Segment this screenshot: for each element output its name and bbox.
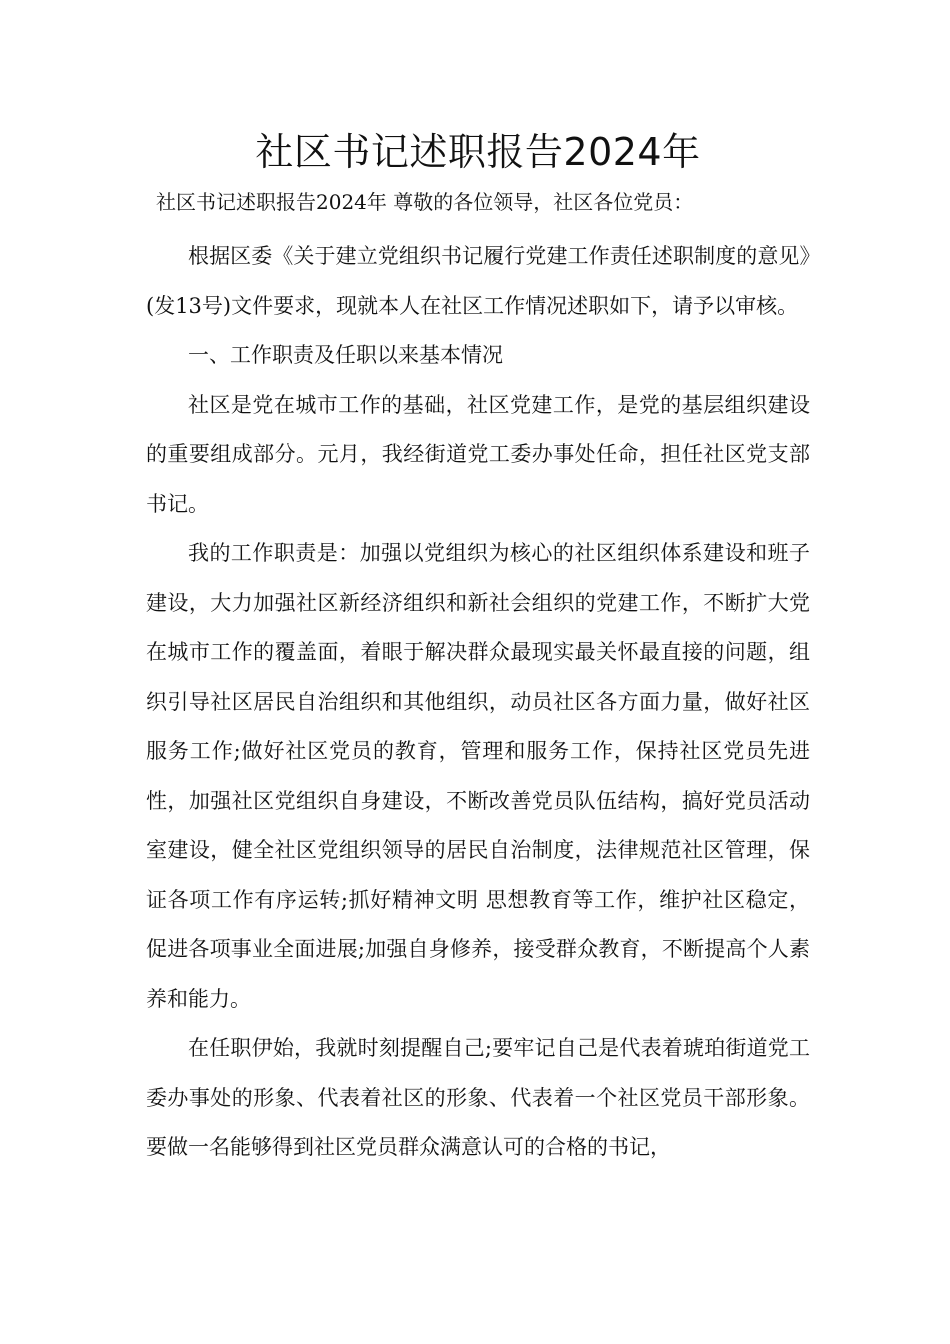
paragraph-3: 我的工作职责是：加强以党组织为核心的社区组织体系建设和班子建设，大力加强社区新经济组织和新社会组织的党建工作，不断扩大党在城市工作的覆盖面，着眼于解决群众最现实最关怀最直接的问题，组织引导社区居民自治组织和其他组织，动员社区各方面力量，做好社区服务工作;做好社区党员的教育，管理和服务工作，保持社区党员先进性，加强社区党组织自身建设，不断改善党员队伍结构，搞好党员活动室建设，健全社区党组织领导的居民自治制度，法律规范社区管理，保证各项工作有序运转;抓好精神文明 思想教育等工作，维护社区稳定，促进各项事业全面进展;加强自身修养，接受群众教育，不断提高个人素养和能力。 (146, 541, 810, 1011)
section-heading-1: 一、工作职责及任职以来基本情况 (188, 343, 503, 367)
paragraph-2: 社区是党在城市工作的基础，社区党建工作，是党的基层组织建设的重要组成部分。元月，我经街道党工委办事处任命，担任社区党支部书记。 (146, 392, 810, 516)
paragraph-4: 在任职伊始，我就时刻提醒自己;要牢记自己是代表着琥珀街道党工委办事处的形象、代表着社区的形象、代表着一个社区党员干部形象。要做一名能够得到社区党员群众满意认可的合格的书记， (146, 1036, 810, 1159)
intro-line: 社区书记述职报告2024年 尊敬的各位领导，社区各位党员： (156, 190, 694, 214)
paragraph-1: 根据区委《关于建立党组织书记履行党建工作责任述职制度的意见》(发13号)文件要求，现就本人在社区工作情况述职如下，请予以审核。 (146, 244, 810, 318)
document-body (146, 122, 810, 1173)
document-title: 社区书记述职报告2024年 (255, 130, 701, 174)
